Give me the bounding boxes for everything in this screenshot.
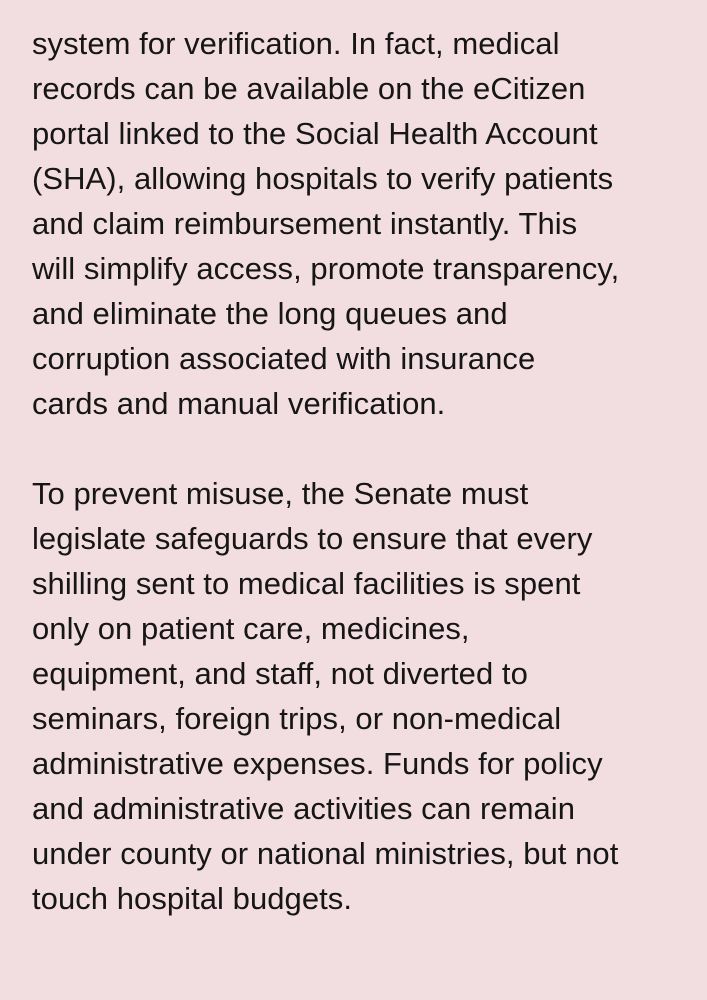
text-line: shilling sent to medical facilities is spent	[32, 566, 581, 601]
text-line: only on patient care, medicines,	[32, 611, 470, 646]
text-line: portal linked to the Social Health Account	[32, 116, 598, 151]
text-line: under county or national ministries, but not	[32, 836, 619, 871]
text-line: system for verification. In fact, medical	[32, 26, 560, 61]
paragraph-1	[32, 21, 687, 426]
text-line: cards and manual verification.	[32, 386, 446, 421]
text-line: seminars, foreign trips, or non-medical	[32, 701, 562, 736]
text-line: will simplify access, promote transparency,	[32, 251, 620, 286]
paragraph-gap	[32, 426, 687, 471]
text-line: touch hospital budgets.	[32, 881, 352, 916]
text-line: and administrative activities can remain	[32, 791, 576, 826]
text-line: legislate safeguards to ensure that every	[32, 521, 593, 556]
text-line: and eliminate the long queues and	[32, 296, 508, 331]
text-line: (SHA), allowing hospitals to verify patients	[32, 161, 614, 196]
text-line: equipment, and staff, not diverted to	[32, 656, 528, 691]
text-line: corruption associated with insurance	[32, 341, 536, 376]
text-line: To prevent misuse, the Senate must	[32, 476, 529, 511]
paragraph-2	[32, 471, 687, 921]
text-line: records can be available on the eCitizen	[32, 71, 586, 106]
text-line: and claim reimbursement instantly. This	[32, 206, 578, 241]
text-line: administrative expenses. Funds for policy	[32, 746, 603, 781]
